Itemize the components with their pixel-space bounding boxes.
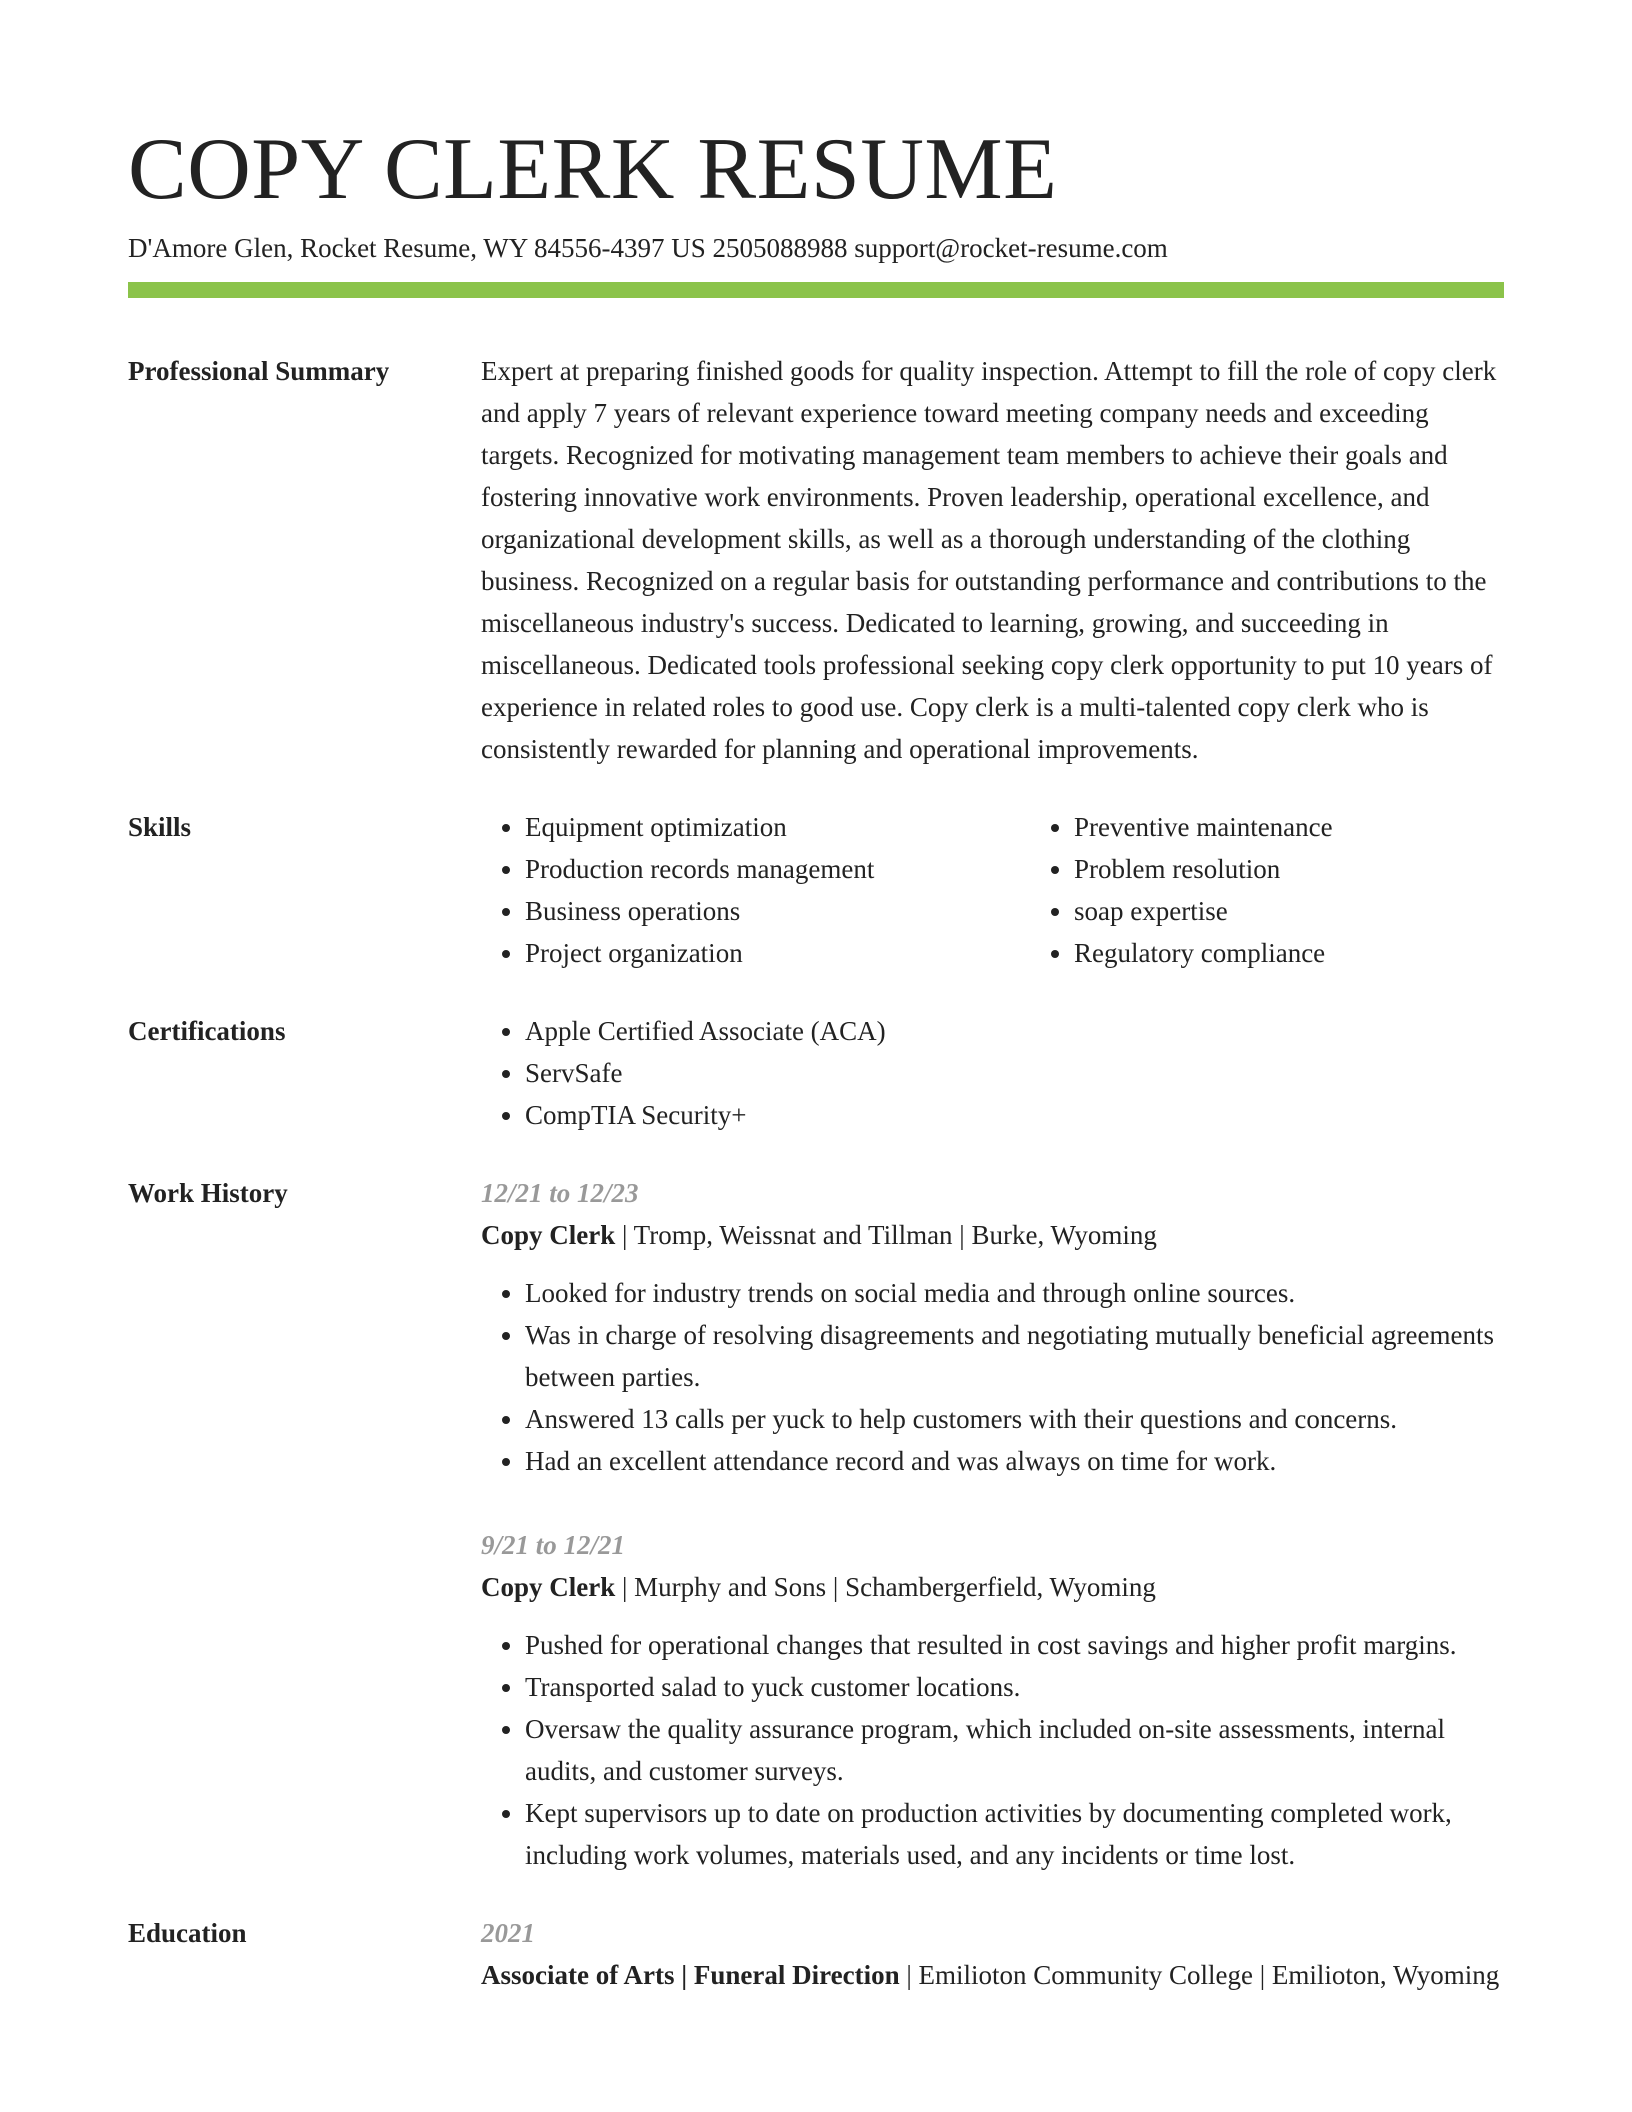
education-line [481, 1954, 1504, 1996]
job-duties-list [481, 1272, 1504, 1482]
skill-item: • Equipment optimization [525, 806, 1030, 848]
job-dates: 9/21 to 12/21 [481, 1530, 626, 1560]
job-employer-location: | Murphy and Sons | Schambergerfield, Wyoming [615, 1572, 1156, 1602]
skill-item: • Problem resolution [1074, 848, 1579, 890]
job-duty-item: • Had an excellent attendance record and was always on time for work. [525, 1440, 1504, 1482]
education-year: 2021 [481, 1918, 535, 1948]
work-history-section [128, 1172, 1504, 1876]
skills-heading: Skills [128, 812, 192, 842]
job-duty-item: • Oversaw the quality assurance program, which included on-site assessments, internal audits, and customer surveys. [525, 1708, 1504, 1792]
job-duty-item: • Looked for industry trends on social media and through online sources. [525, 1272, 1504, 1314]
certifications-heading: Certifications [128, 1016, 286, 1046]
job-duty-item: • Pushed for operational changes that resulted in cost savings and higher profit margins. [525, 1624, 1504, 1666]
education-heading: Education [128, 1918, 247, 1948]
certifications-body [481, 1010, 1504, 1136]
certifications-section [128, 1010, 1504, 1136]
accent-divider [128, 282, 1504, 298]
job-duty-item: • Was in charge of resolving disagreements and negotiating mutually beneficial agreements between parties. [525, 1314, 1504, 1398]
skill-item: • Project organization [525, 932, 1030, 974]
job-dates: 12/21 to 12/23 [481, 1178, 639, 1208]
education-school-location: | Emilioton Community College | Emilioton, Wyoming [899, 1960, 1500, 1990]
education-degree: Associate of Arts | Funeral Direction [481, 1960, 900, 1990]
contact-line: D'Amore Glen, Rocket Resume, WY 84556-4397 US 2505088988 support@rocket-resume.com [128, 233, 1168, 263]
job-duty-item: • Answered 13 calls per yuck to help customers with their questions and concerns. [525, 1398, 1504, 1440]
certification-item: • ServSafe [525, 1052, 1504, 1094]
resume-title: COPY CLERK RESUME [128, 121, 1058, 218]
certification-item: • CompTIA Security+ [525, 1094, 1504, 1136]
summary-section [128, 350, 1504, 770]
work-history-heading: Work History [128, 1178, 288, 1208]
certifications-list [481, 1010, 1504, 1136]
job-employer-location: | Tromp, Weissnat and Tillman | Burke, Wyoming [615, 1220, 1157, 1250]
job-duties-list [481, 1624, 1504, 1876]
summary-body [481, 350, 1504, 770]
job-title: Copy Clerk [481, 1220, 616, 1250]
education-body [481, 1912, 1504, 1996]
job-title: Copy Clerk [481, 1572, 616, 1602]
job-entry [481, 1172, 1504, 1482]
job-duty-item: • Transported salad to yuck customer locations. [525, 1666, 1504, 1708]
education-section [128, 1912, 1504, 1996]
skill-item: • Preventive maintenance [1074, 806, 1579, 848]
summary-heading: Professional Summary [128, 356, 390, 386]
skills-column-1 [481, 806, 1030, 974]
job-entry [481, 1524, 1504, 1876]
certification-item: • Apple Certified Associate (ACA) [525, 1010, 1504, 1052]
skills-column-2 [1030, 806, 1579, 974]
skill-item: • Regulatory compliance [1074, 932, 1579, 974]
skill-item: • soap expertise [1074, 890, 1579, 932]
job-role-line [481, 1214, 1504, 1256]
skill-item: • Business operations [525, 890, 1030, 932]
work-history-body [481, 1172, 1504, 1876]
skills-body [481, 806, 1579, 974]
summary-text: Expert at preparing finished goods for quality inspection. Attempt to fill the role of copy clerk and apply 7 years of relevant experience toward meeting company needs and exceeding targets. Recognized for motivating management team members to achieve their goals and fostering innovative work environments. Proven leadership, operational excellence, and organizational development skills, as well as a thorough understanding of the clothing business. Recognized on a regular basis for outstanding performance and contributions to the miscellaneous industry's success. Dedicated to learning, growing, and succeeding in miscellaneous. Dedicated tools professional seeking copy clerk opportunity to put 10 years of experience in related roles to good use. Copy clerk is a multi-talented copy clerk who is consistently rewarded for planning and operational improvements. [481, 356, 1497, 764]
skill-item: • Production records management [525, 848, 1030, 890]
job-role-line [481, 1566, 1504, 1608]
skills-section [128, 806, 1504, 974]
job-duty-item: • Kept supervisors up to date on production activities by documenting completed work, including work volumes, materials used, and any incidents or time lost. [525, 1792, 1504, 1876]
